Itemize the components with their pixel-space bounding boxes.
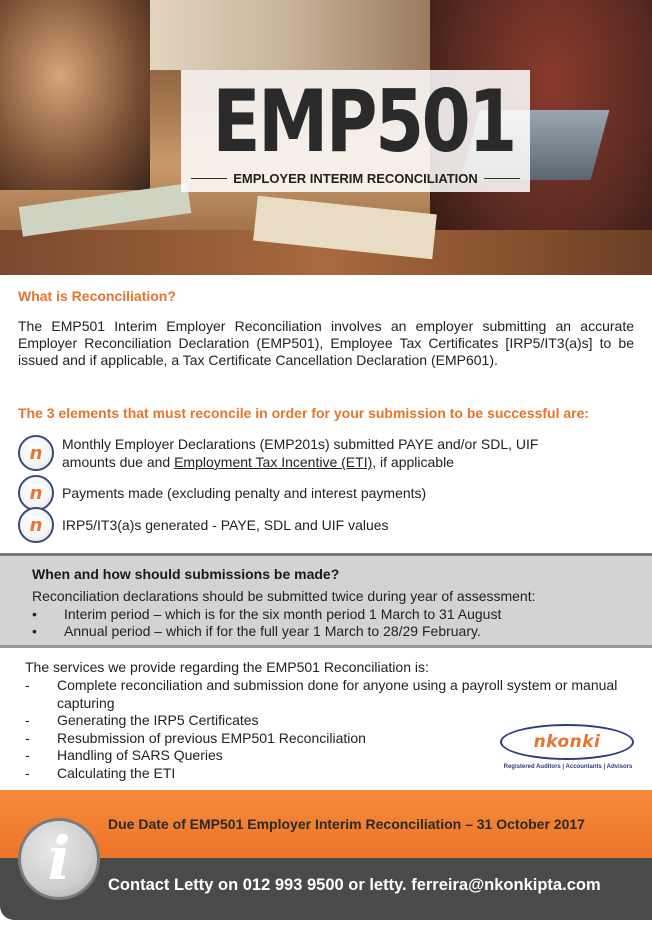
contact-text[interactable]: Contact Letty on 012 993 9500 or letty. ferreira@nkonkipta.com [108,876,601,894]
list-item: - Generating the IRP5 Certificates [25,712,259,728]
list-item [18,475,634,511]
nkonki-bullet-icon: n [18,475,54,511]
hero-banner [0,0,652,275]
list-item: • Interim period – which is for the six month period 1 March to 31 August [32,606,502,622]
submissions-paragraph: Reconciliation declarations should be submitted twice during year of assessment: [32,588,536,604]
submissions-heading: When and how should submissions be made? [32,566,340,582]
page-subtitle: EMPLOYER INTERIM RECONCILIATION [233,170,478,186]
list-item [18,507,634,543]
hero-photo-person-left [0,0,150,190]
list-item [18,435,634,471]
logo-tagline: Registered Auditors | Accountants | Advisors [503,764,633,770]
logo-name: nkonki [533,732,601,752]
list-item: - Resubmission of previous EMP501 Reconciliation [25,729,366,746]
nkonki-bullet-icon: n [18,435,54,471]
list-item: - Calculating the ETI [25,764,176,781]
elements-heading: The 3 elements that must reconcile in order for your submission to be successful are: [18,405,590,421]
logo-oval [500,724,634,760]
list-item: - Complete reconciliation and submission done for anyone using a payroll system or manual capturing [25,677,618,711]
subtitle-rule-right [484,178,520,179]
reconciliation-heading: What is Reconciliation? [18,288,176,304]
element-text-line1: Monthly Employer Declarations (EMP201s) submitted PAYE and/or SDL, UIF [62,436,539,452]
submissions-list [32,606,501,640]
element-text: Payments made (excluding penalty and interest payments) [62,485,427,501]
submissions-band [0,553,652,648]
due-date-text: Due Date of EMP501 Employer Interim Reconciliation – 31 October 2017 [108,816,585,832]
subtitle-row [191,170,520,186]
title-panel [181,70,530,192]
list-item: • Annual period – which if for the full year 1 March to 28/29 February. [32,623,481,639]
element-text [62,435,538,471]
element-text-line2: amounts due and Employment Tax Incentive (ETI), if applicable [62,454,454,470]
element-text: IRP5/IT3(a)s generated - PAYE, SDL and UIF values [62,517,389,533]
list-item: - Handling of SARS Queries [25,747,223,763]
services-intro: The services we provide regarding the EMP501 Reconciliation is: [25,659,429,675]
info-icon: i [18,818,100,900]
page-title: EMP501 [212,72,515,172]
nkonki-logo [500,724,636,780]
nkonki-bullet-icon: n [18,507,54,543]
subtitle-rule-left [191,178,227,179]
hero-photo-window [150,0,430,70]
eti-link[interactable]: Employment Tax Incentive (ETI) [174,454,373,470]
hero-photo-book [19,183,192,236]
reconciliation-paragraph: The EMP501 Interim Employer Reconciliation involves an employer submitting an accurate Employer Reconciliation Declaration (EMP501), Employee Tax Certificates [IRP5/IT3(a)s] to be issued and if applicable, a Tax Certificate Cancellation Declaration (EMP601). [18,318,634,368]
